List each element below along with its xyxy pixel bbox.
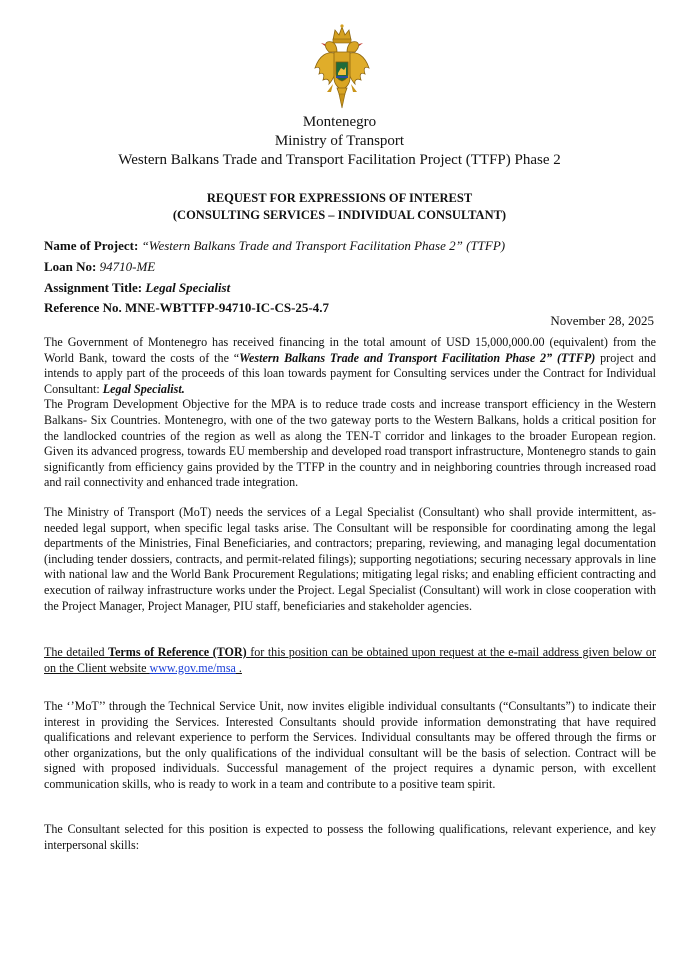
assignment-label: Assignment Title: bbox=[44, 280, 143, 295]
paragraph-objective: The Program Development Objective for the MPA is to reduce trade costs and increase transport efficiency in the Western Balkans- Six Countries. Montenegro, with one of the two gateway ports to the Western Balkans, holds a critical position for the landlocked countries of the region as well as along the TEN-T corridor and linkages to the broader European region. Given its advanced progress, towards EU membership and developed road transport infrastructure, Montenegro stands to gain significantly from efficiency gains provided by the TTFP in the country and in neighboring countries through increased road and rail connectivity and enhanced trade integration. bbox=[44, 397, 656, 490]
project-label: Name of Project: bbox=[44, 238, 139, 253]
p1-assignment-title: Legal Specialist. bbox=[102, 381, 185, 396]
loan-detail bbox=[44, 258, 155, 276]
p1-project-name: Western Balkans Trade and Transport Facilitation Phase 2” (TTFP) bbox=[239, 350, 596, 365]
tor-label: Terms of Reference (TOR) bbox=[108, 645, 247, 659]
project-value: “Western Balkans Trade and Transport Facilitation Phase 2” (TTFP) bbox=[141, 238, 506, 253]
paragraph-financing bbox=[44, 335, 656, 491]
paragraph-invitation: The ‘’MoT’’ through the Technical Service Unit, now invites eligible individual consultants (“Consultants”) to indicate their interest in providing the Services. Interested Consultants should provide information demonstrating that have required qualifications and relevant experience to perform the Services. Individual consultants may be offered through the firms or other organizations, but the only qualifications of the individual consultant will be the basis of selection. Contract will be signed with proposed individuals. Successful management of the project requires a dynamic person, with excellent communication skills, who is ready to work in a team and contribute to a positive team spirit. bbox=[44, 699, 656, 791]
tor-text-b: for this position can be obtained upon request at the e-mail address given below or on the Client website bbox=[44, 645, 656, 675]
tor-text-c: . bbox=[235, 660, 242, 675]
document-title: REQUEST FOR EXPRESSIONS OF INTEREST bbox=[206, 191, 473, 205]
client-website-link[interactable]: www.gov.me/msa bbox=[149, 660, 236, 675]
country-name: Montenegro bbox=[302, 114, 377, 130]
assignment-detail bbox=[44, 279, 230, 297]
reference-detail bbox=[44, 299, 329, 317]
paragraph-qualifications: The Consultant selected for this position is expected to possess the following qualifications, relevant experience, and key interpersonal skills: bbox=[44, 822, 656, 852]
project-name: Western Balkans Trade and Transport Facilitation Project (TTFP) Phase 2 bbox=[118, 152, 561, 168]
paragraph-tor bbox=[44, 645, 656, 676]
ministry-name: Ministry of Transport bbox=[274, 133, 405, 149]
loan-value: 94710-ME bbox=[99, 259, 156, 274]
project-detail bbox=[44, 237, 505, 255]
p1-text-b: project and intends to apply part of the proceeds of this loan towards payment for Consulting services under the Contract for Individual Consultant: bbox=[44, 350, 657, 396]
reference-value: MNE-WBTTFP-94710-IC-CS-25-4.7 bbox=[124, 300, 329, 315]
document-subtitle: (CONSULTING SERVICES – INDIVIDUAL CONSULTANT) bbox=[172, 208, 507, 222]
document-date: November 28, 2025 bbox=[550, 313, 654, 328]
assignment-value: Legal Specialist bbox=[145, 280, 231, 295]
reference-label: Reference No. bbox=[44, 300, 122, 315]
montenegro-coat-of-arms-icon bbox=[313, 22, 371, 114]
p1-text-a: The Government of Montenegro has received financing in the total amount of USD 15,000,000.00 (equivalent) from the World Bank, toward the costs of the “ bbox=[44, 335, 656, 365]
paragraph-services: The Ministry of Transport (MoT) needs the services of a Legal Specialist (Consultant) who shall provide intermittent, as-needed legal support, when specific legal tasks arise. The Consultant will be responsible for coordinating among the legal departments of the Ministries, Final Beneficiaries, and contractors; preparing, reviewing, and managing legal documentation (including tender dossiers, contracts, and permit-related filings); supporting negotiations; securing necessary approvals in line with national law and the World Bank Procurement Regulations; mitigating legal risks; and enabling efficient contracting and execution of railway infrastructure works under the Project. Legal Specialist (Consultant) will work in close cooperation with the Project Manager, Project Manager, PIU staff, beneficiaries and stakeholder agencies. bbox=[44, 505, 656, 613]
loan-label: Loan No: bbox=[44, 259, 97, 274]
tor-text-a: The detailed bbox=[44, 645, 109, 659]
